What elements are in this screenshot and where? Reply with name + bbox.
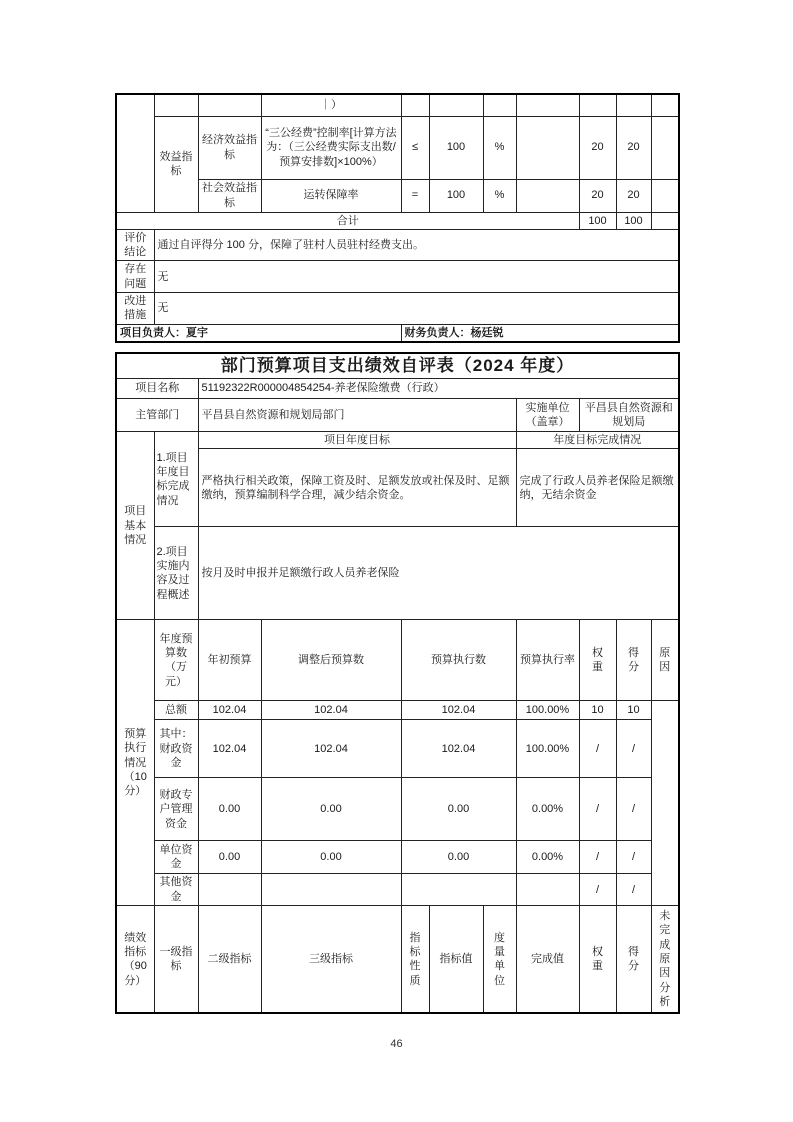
budget-executed-cell: 0.00 <box>401 778 516 841</box>
project-name-value-cell: 51192322R000004854254-养老保险缴费（行政） <box>198 379 679 399</box>
perf-level3-header-cell: 三级指标 <box>261 905 401 1013</box>
perf-level2-header-cell: 二级指标 <box>198 905 261 1013</box>
budget-section-label-cell: 预算执行情况（10分） <box>116 620 154 906</box>
budget-rate-cell: 0.00% <box>516 778 579 841</box>
budget-score-cell: / <box>616 841 651 874</box>
economic-completion-cell <box>516 116 579 179</box>
measures-row <box>116 292 679 324</box>
budget-rowlabel-header-cell: 年度预算数（万元） <box>154 620 198 701</box>
budget-adjusted-cell: 102.04 <box>261 720 401 778</box>
economic-weight-cell: 20 <box>579 116 616 179</box>
budget-executed-cell: 102.04 <box>401 720 516 778</box>
economic-nature-cell: ≤ <box>401 116 429 179</box>
budget-initial-cell: 0.00 <box>198 841 261 874</box>
budget-adjusted-header-cell: 调整后预算数 <box>261 620 401 701</box>
budget-adjusted-cell: 0.00 <box>261 841 401 874</box>
performance-header-row <box>116 905 679 1013</box>
economic-level2-cell: 经济效益指标 <box>198 116 261 179</box>
perf-reason-header-text: 未完成原因分析 <box>659 910 671 1008</box>
social-completion-cell <box>516 179 579 212</box>
impl-text-cell: 按月及时申报并足额缴行政人员养老保险 <box>198 527 679 620</box>
budget-initial-cell: 102.04 <box>198 720 261 778</box>
budget-executed-cell: 102.04 <box>401 701 516 720</box>
perf-value-header-cell: 指标值 <box>429 905 483 1013</box>
budget-initial-cell: 102.04 <box>198 701 261 720</box>
spacer-cell <box>483 94 516 116</box>
spacer-cell <box>651 94 679 116</box>
budget-executed-cell <box>401 874 516 906</box>
impl-unit-label-cell: 实施单位（盖章） <box>516 399 579 432</box>
total-reason-cell <box>651 212 679 229</box>
budget-adjusted-cell: 102.04 <box>261 701 401 720</box>
completion-header-cell: 年度目标完成情况 <box>516 432 679 449</box>
social-value-cell: 100 <box>429 179 483 212</box>
budget-header-row <box>116 620 679 701</box>
spacer-cell <box>116 94 154 212</box>
goal-header-row <box>116 432 679 449</box>
conclusion-label-cell: 评价结论 <box>116 229 154 261</box>
perf-nature-header-cell <box>401 905 429 1013</box>
budget-row-special-account <box>116 778 679 841</box>
table-row <box>116 116 679 179</box>
budget-adjusted-cell: 0.00 <box>261 778 401 841</box>
budget-row-other-funds <box>116 874 679 906</box>
problems-row <box>116 261 679 293</box>
table-row <box>116 94 679 116</box>
budget-row-label-cell: 财政专户管理资金 <box>154 778 198 841</box>
budget-row-unit-funds <box>116 841 679 874</box>
perf-weight-header-text: 权重 <box>592 945 603 973</box>
economic-value-cell: 100 <box>429 116 483 179</box>
budget-score-cell: / <box>616 778 651 841</box>
finance-lead-cell: 财务负责人：杨廷锐 <box>401 324 679 342</box>
goal-section-label-cell: 1.项目年度目标完成情况 <box>154 432 198 527</box>
project-name-label-cell: 项目名称 <box>116 379 198 399</box>
budget-initial-header-cell: 年初预算 <box>198 620 261 701</box>
perf-score-header-cell <box>616 905 651 1013</box>
completion-text-cell: 完成了行政人员养老保险足额缴纳，无结余资金 <box>516 449 679 527</box>
evaluation-table-2024 <box>115 352 680 1014</box>
social-reason-cell <box>651 179 679 212</box>
economic-reason-cell <box>651 116 679 179</box>
measures-label-cell: 改进措施 <box>116 292 154 324</box>
problems-text-cell: 无 <box>154 261 679 293</box>
budget-reason-value-cell <box>651 701 679 906</box>
budget-reason-header-cell <box>651 620 679 701</box>
impl-section-label-cell: 2.项目实施内容及过程概述 <box>154 527 198 620</box>
perf-score-header-text: 得分 <box>628 945 639 973</box>
measures-text-cell: 无 <box>154 292 679 324</box>
budget-rate-cell: 0.00% <box>516 841 579 874</box>
budget-executed-header-cell: 预算执行数 <box>401 620 516 701</box>
implementation-row <box>116 527 679 620</box>
economic-unit-cell: % <box>483 116 516 179</box>
budget-rate-cell <box>516 874 579 906</box>
table-title: 部门预算项目支出绩效自评表（2024 年度） <box>116 353 679 379</box>
budget-initial-cell: 0.00 <box>198 778 261 841</box>
perf-reason-header-cell <box>651 905 679 1013</box>
goal-content-row <box>116 449 679 527</box>
spacer-cell <box>579 94 616 116</box>
economic-score-cell: 20 <box>616 116 651 179</box>
budget-weight-header-cell <box>579 620 616 701</box>
economic-level3-cell: “三公经费”控制率[计算方法为：（三公经费实际支出数/预算安排数]×100%） <box>261 116 401 179</box>
spacer-cell <box>616 94 651 116</box>
impl-unit-value-cell: 平昌县自然资源和规划局 <box>579 399 679 432</box>
conclusion-text-cell: 通过自评得分 100 分，保障了驻村人员驻村经费支出。 <box>154 229 679 261</box>
perf-unit-header-text: 度量单位 <box>494 931 505 987</box>
signatures-row <box>116 324 679 342</box>
social-score-cell: 20 <box>616 179 651 212</box>
budget-row-label-cell: 总额 <box>154 701 198 720</box>
budget-weight-cell: 10 <box>579 701 616 720</box>
budget-rate-header-cell: 预算执行率 <box>516 620 579 701</box>
department-label-cell: 主管部门 <box>116 399 198 432</box>
spacer-cell <box>154 94 198 116</box>
title-row <box>116 353 679 379</box>
benefit-indicator-group-cell: 效益指标 <box>154 116 198 212</box>
budget-weight-cell: / <box>579 778 616 841</box>
total-score-cell: 100 <box>616 212 651 229</box>
social-level3-cell: 运转保障率 <box>261 179 401 212</box>
budget-rate-cell: 100.00% <box>516 701 579 720</box>
spacer-cell <box>198 94 261 116</box>
total-label-cell: 合计 <box>116 212 579 229</box>
budget-score-cell: / <box>616 720 651 778</box>
conclusion-row <box>116 229 679 261</box>
indicator-fragment-cell: ｜） <box>261 94 401 116</box>
budget-reason-header-text: 原因 <box>659 647 671 674</box>
page-number: 46 <box>390 1038 403 1050</box>
basic-info-label-cell: 项目基本情况 <box>116 432 154 620</box>
budget-executed-cell: 0.00 <box>401 841 516 874</box>
social-unit-cell: % <box>483 179 516 212</box>
social-weight-cell: 20 <box>579 179 616 212</box>
social-nature-cell: = <box>401 179 429 212</box>
budget-row-label-cell: 其他资金 <box>154 874 198 906</box>
problems-label-cell: 存在问题 <box>116 261 154 293</box>
goal-text-cell: 严格执行相关政策，保障工资及时、足额发放或社保及时、足额缴纳，预算编制科学合理，减少结余资金。 <box>198 449 516 527</box>
spacer-cell <box>401 94 429 116</box>
spacer-cell <box>516 94 579 116</box>
perf-level1-header-cell: 一级指标 <box>154 905 198 1013</box>
previous-evaluation-table <box>115 93 680 343</box>
budget-score-header-cell <box>616 620 651 701</box>
budget-score-cell: / <box>616 874 651 906</box>
social-level2-cell: 社会效益指标 <box>198 179 261 212</box>
budget-row-label-cell: 其中：财政资金 <box>154 720 198 778</box>
project-name-row <box>116 379 679 399</box>
total-weight-cell: 100 <box>579 212 616 229</box>
budget-weight-header-text: 权重 <box>592 647 603 674</box>
perf-unit-header-cell <box>483 905 516 1013</box>
perf-nature-header-text: 指标性质 <box>409 931 421 987</box>
budget-row-total <box>116 701 679 720</box>
budget-row-fiscal <box>116 720 679 778</box>
perf-weight-header-cell <box>579 905 616 1013</box>
budget-score-header-text: 得分 <box>628 647 639 674</box>
department-value-cell: 平昌县自然资源和规划局部门 <box>198 399 516 432</box>
table-row <box>116 179 679 212</box>
budget-rate-cell: 100.00% <box>516 720 579 778</box>
budget-weight-cell: / <box>579 841 616 874</box>
budget-adjusted-cell <box>261 874 401 906</box>
performance-section-label-cell: 绩效指标（90分） <box>116 905 154 1013</box>
perf-completion-header-cell: 完成值 <box>516 905 579 1013</box>
project-lead-cell: 项目负责人：夏宇 <box>116 324 401 342</box>
goal-header-cell: 项目年度目标 <box>198 432 516 449</box>
department-row <box>116 399 679 432</box>
budget-score-cell: 10 <box>616 701 651 720</box>
spacer-cell <box>429 94 483 116</box>
budget-initial-cell <box>198 874 261 906</box>
total-row <box>116 212 679 229</box>
budget-row-label-cell: 单位资金 <box>154 841 198 874</box>
budget-weight-cell: / <box>579 874 616 906</box>
budget-weight-cell: / <box>579 720 616 778</box>
